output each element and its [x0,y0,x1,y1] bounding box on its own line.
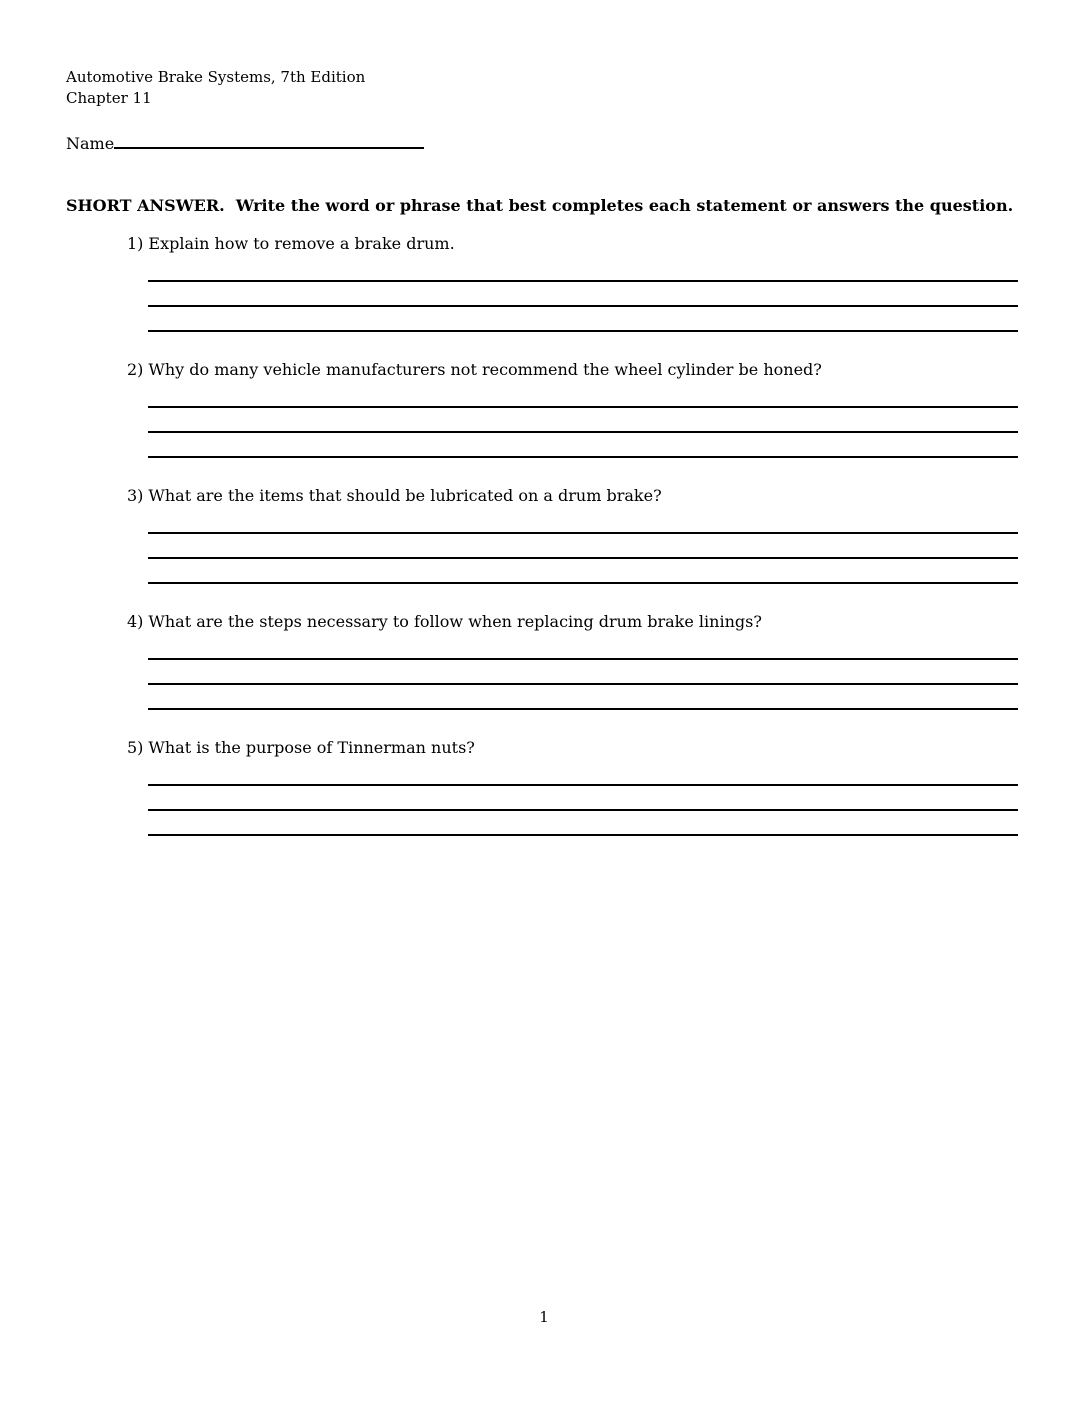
question-text: Why do many vehicle manufacturers not recommend the wheel cylinder be honed? [148,360,822,379]
question-item [66,360,1018,458]
question-item [66,234,1018,332]
page-number: 1 [539,1308,549,1326]
name-label: Name [66,134,115,153]
question-number: 3) [127,486,144,505]
question-item [66,738,1018,836]
document-chapter: Chapter 11 [66,89,152,107]
answer-lines [148,253,1018,332]
questions-list [66,234,1018,836]
question-line [127,612,1018,631]
answer-lines [148,631,1018,710]
question-text: What are the items that should be lubricated on a drum brake? [148,486,662,505]
answer-blank-line[interactable] [148,685,1018,710]
name-row [66,131,1018,154]
question-line [127,234,1018,253]
answer-blank-line[interactable] [148,559,1018,584]
answer-blank-line[interactable] [148,307,1018,332]
name-blank-line[interactable] [114,131,424,149]
answer-blank-line[interactable] [148,509,1018,534]
question-line [127,738,1018,757]
question-number: 2) [127,360,144,379]
answer-blank-line[interactable] [148,257,1018,282]
answer-lines [148,379,1018,458]
answer-blank-line[interactable] [148,534,1018,559]
answer-lines [148,757,1018,836]
answer-blank-line[interactable] [148,660,1018,685]
question-item [66,486,1018,584]
answer-blank-line[interactable] [148,635,1018,660]
question-number: 5) [127,738,144,757]
answer-blank-line[interactable] [148,282,1018,307]
question-number: 4) [127,612,144,631]
answer-blank-line[interactable] [148,383,1018,408]
answer-blank-line[interactable] [148,786,1018,811]
question-line [127,360,1018,379]
answer-blank-line[interactable] [148,408,1018,433]
answer-blank-line[interactable] [148,433,1018,458]
question-number: 1) [127,234,144,253]
answer-lines [148,505,1018,584]
question-item [66,612,1018,710]
question-text: Explain how to remove a brake drum. [148,234,455,253]
document-header [66,67,1018,109]
answer-blank-line[interactable] [148,811,1018,836]
section-heading: SHORT ANSWER. Write the word or phrase that best completes each statement or answers the question. [66,196,1014,215]
question-text: What is the purpose of Tinnerman nuts? [148,738,475,757]
question-line [127,486,1018,505]
document-title: Automotive Brake Systems, 7th Edition [66,68,366,86]
question-text: What are the steps necessary to follow when replacing drum brake linings? [148,612,762,631]
answer-blank-line[interactable] [148,761,1018,786]
